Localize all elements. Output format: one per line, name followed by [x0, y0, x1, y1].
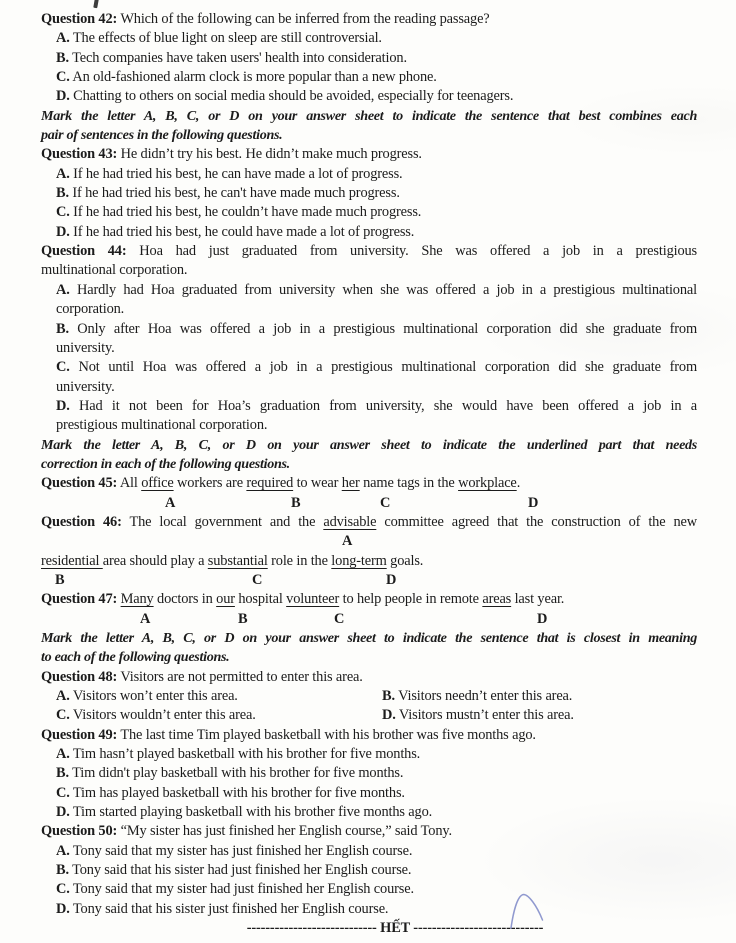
q49-header: [41, 726, 697, 745]
text: The local government and the: [129, 513, 324, 530]
option-letter: C.: [56, 784, 70, 801]
q46-sentence-line2: [41, 552, 697, 571]
q48-header: [41, 668, 697, 687]
text: All: [119, 475, 142, 492]
underline-letter-c: C: [334, 610, 345, 627]
text: hospital: [234, 591, 287, 608]
exam-content: [41, 10, 697, 939]
q48-option-a: [56, 687, 382, 706]
underlined-word: residential: [41, 552, 103, 569]
instruction-combine-line2: [41, 126, 697, 145]
option-letter: A.: [56, 688, 70, 705]
option-text: Only after Hoa was offered a job in a prestigious multinational corporation did she graduate from: [77, 320, 697, 337]
question-label: Question 46:: [41, 513, 122, 530]
instruction-combine-line1: [41, 107, 697, 126]
question-label: Question 47:: [41, 591, 118, 608]
q48-option-b: [382, 687, 697, 706]
instruction-text: correction in each of the following questions.: [41, 455, 290, 472]
q44-option-d-line1: [56, 397, 697, 416]
question-label: Question 42:: [41, 11, 118, 27]
instruction-correction-line1: [41, 436, 697, 455]
q50-option-a: [56, 842, 697, 861]
underline-letter-d: D: [386, 571, 397, 588]
option-text: If he had tried his best, he couldn’t have made much progress.: [73, 204, 422, 221]
option-text: Hardly had Hoa graduated from university when she was offered a job in a prestigious multinational: [76, 281, 697, 298]
instruction-text: Mark the letter A, B, C, or D on your answer sheet to indicate the underlined part that needs: [41, 436, 697, 453]
q44-option-c-line2: [56, 378, 697, 397]
scan-artifact-mark: [93, 0, 99, 8]
option-letter: B.: [56, 320, 69, 337]
q50-option-b: [56, 861, 697, 880]
option-letter: C.: [56, 359, 70, 376]
q43-option-b: [56, 184, 697, 203]
q48-options-row1: [56, 687, 697, 706]
q46-letter-row-bcd: [41, 571, 697, 590]
underlined-word: long-term: [331, 552, 387, 569]
option-letter: A.: [56, 165, 70, 182]
option-text: If he had tried his best, he can't have made much progress.: [72, 185, 400, 202]
underlined-word: required: [246, 475, 294, 492]
option-text: Tony said that my sister had just finished her English course.: [72, 881, 414, 898]
q44-option-c-line1: [56, 358, 697, 377]
instruction-text: Mark the letter A, B, C, or D on your answer sheet to indicate the sentence that is closest in meaning: [41, 630, 697, 646]
end-label: HẾT: [380, 920, 410, 937]
option-text: Visitors won’t enter this area.: [72, 688, 238, 705]
q47-letter-row: [41, 610, 697, 629]
text: workers are: [173, 475, 247, 492]
option-text: Tim hasn’t played basketball with his brother for five months.: [72, 746, 421, 763]
end-of-test-line: [41, 919, 697, 938]
question-text: He didn’t try his best. He didn’t make much progress.: [120, 146, 422, 163]
question-text: Visitors are not permitted to enter this area.: [120, 668, 363, 685]
q44-option-d-line2: [56, 416, 697, 435]
option-letter: B.: [56, 49, 69, 66]
question-label: Question 50:: [41, 823, 118, 840]
underlined-word: her: [341, 475, 360, 492]
underlined-word: our: [216, 591, 235, 608]
underlined-word: substantial: [207, 552, 268, 569]
option-text: Tony said that his sister had just finished her English course.: [72, 862, 412, 879]
q50-header: [41, 822, 697, 841]
q46-sentence-line1: [41, 513, 697, 532]
underlined-word: office: [141, 475, 174, 492]
question-label: Question 44:: [41, 243, 127, 260]
underline-letter-a: A: [165, 494, 176, 511]
option-letter: A.: [56, 30, 70, 47]
q44-header-line1: [41, 242, 697, 261]
option-text: Visitors needn’t enter this area.: [398, 688, 573, 705]
question-text: Hoa had just graduated from university. She was offered a job in a prestigious: [139, 243, 697, 260]
option-letter: C.: [56, 707, 70, 724]
option-letter: A.: [56, 746, 70, 763]
underline-letter-d: D: [528, 494, 539, 511]
underlined-word: workplace: [458, 475, 517, 492]
q48-option-c: [56, 706, 382, 725]
option-text: Tim didn't play basketball with his brother for five months.: [72, 765, 404, 782]
underline-letter-d: D: [537, 610, 548, 627]
q44-option-b-line2: [56, 339, 697, 358]
q50-option-d: [56, 900, 697, 919]
text: to help people in remote: [339, 591, 483, 608]
text: last year.: [511, 591, 565, 608]
q50-option-c: [56, 880, 697, 899]
option-letter: D.: [56, 900, 70, 917]
option-letter: A.: [56, 842, 70, 859]
underline-letter-b: B: [55, 571, 65, 588]
option-text: Visitors mustn’t enter this area.: [398, 707, 574, 724]
option-letter: D.: [56, 88, 70, 105]
q43-option-d: [56, 223, 697, 242]
text: to wear: [293, 475, 342, 492]
question-text: Which of the following can be inferred from the reading passage?: [120, 11, 490, 27]
option-text: Tech companies have taken users' health into consideration.: [72, 49, 407, 66]
underline-letter-c: C: [252, 571, 263, 588]
question-text: The last time Tim played basketball with his brother was five months ago.: [120, 726, 536, 743]
q42-option-a: [56, 29, 697, 48]
q44-option-a-line2: [56, 300, 697, 319]
option-text: Tony said that my sister has just finished her English course.: [72, 842, 413, 859]
q49-option-c: [56, 784, 697, 803]
option-text: Not until Hoa was offered a job in a prestigious multinational corporation did she graduate from: [78, 359, 697, 376]
option-text: Visitors wouldn’t enter this area.: [72, 707, 256, 724]
option-letter: A.: [56, 281, 70, 298]
option-text: university.: [56, 378, 115, 395]
q49-option-a: [56, 745, 697, 764]
option-text: prestigious multinational corporation.: [56, 417, 268, 434]
q43-option-a: [56, 165, 697, 184]
option-text: Chatting to others on social media should be avoided, especially for teenagers.: [73, 88, 514, 105]
option-text: Had it not been for Hoa’s graduation from university, she would have been offered a job in a: [79, 397, 697, 414]
option-letter: B.: [56, 185, 69, 202]
q49-option-d: [56, 803, 697, 822]
option-text: An old-fashioned alarm clock is more popular than a new phone.: [72, 69, 437, 86]
underline-letter-a: A: [140, 610, 151, 627]
q48-options-row2: [56, 706, 697, 725]
text: area should play a: [102, 552, 208, 569]
footer-dashes: ----------------------------: [246, 920, 377, 937]
q42-option-b: [56, 49, 697, 68]
q42-option-d: [56, 87, 697, 106]
text: role in the: [267, 552, 332, 569]
q42-option-c: [56, 68, 697, 87]
question-label: Question 48:: [41, 668, 118, 685]
q45-letter-row: [41, 494, 697, 513]
pen-mark: [496, 886, 556, 934]
text: doctors in: [153, 591, 217, 608]
option-text: corporation.: [56, 301, 125, 318]
option-text: Tim started playing basketball with his brother five months ago.: [72, 804, 433, 821]
option-text: If he had tried his best, he can have made a lot of progress.: [73, 165, 403, 182]
instruction-closest-line1: [41, 629, 697, 648]
option-letter: D.: [56, 397, 70, 414]
instruction-closest-line2: [41, 648, 697, 667]
q44-header-line2: [41, 261, 697, 280]
underline-letter-b: B: [238, 610, 248, 627]
instruction-correction-line2: [41, 455, 697, 474]
q43-header: [41, 145, 697, 164]
instruction-text: pair of sentences in the following questions.: [41, 127, 283, 144]
underline-letter-a: A: [342, 533, 353, 550]
footer-dashes: ----------------------------: [413, 920, 544, 937]
text: goals.: [386, 552, 424, 569]
q47-sentence: [41, 590, 697, 609]
question-text: “My sister has just finished her English course,” said Tony.: [120, 823, 452, 840]
option-text: If he had tried his best, he could have made a lot of progress.: [73, 223, 415, 240]
underlined-word: Many: [120, 591, 154, 608]
question-label: Question 49:: [41, 726, 118, 743]
option-letter: D.: [56, 804, 70, 821]
q43-option-c: [56, 203, 697, 222]
text: name tags in the: [359, 475, 459, 492]
option-letter: C.: [56, 204, 70, 221]
underlined-word: advisable: [323, 513, 377, 530]
q42-header: [41, 10, 697, 29]
option-text: university.: [56, 339, 115, 356]
q46-letter-row-a: [41, 532, 697, 551]
option-text: Tim has played basketball with his brother for five months.: [72, 784, 405, 801]
instruction-text: to each of the following questions.: [41, 649, 230, 666]
q44-option-a-line1: [56, 281, 697, 300]
option-letter: C.: [56, 69, 70, 86]
text: .: [516, 475, 521, 492]
underline-letter-b: B: [291, 494, 301, 511]
option-letter: B.: [56, 765, 69, 782]
option-letter: B.: [56, 862, 69, 879]
underlined-word: volunteer: [286, 591, 340, 608]
q49-option-b: [56, 764, 697, 783]
question-text: multinational corporation.: [41, 262, 188, 279]
pen-stroke: [511, 895, 543, 929]
underline-letter-c: C: [380, 494, 391, 511]
q45-sentence: [41, 474, 697, 493]
option-letter: C.: [56, 881, 70, 898]
underlined-word: areas: [482, 591, 512, 608]
option-letter: D.: [382, 707, 396, 724]
q44-option-b-line1: [56, 320, 697, 339]
question-label: Question 45:: [41, 475, 118, 492]
instruction-text: Mark the letter A, B, C, or D on your answer sheet to indicate the sentence that best combines each: [41, 107, 697, 124]
option-letter: D.: [56, 223, 70, 240]
option-text: Tony said that his sister just finished her English course.: [72, 900, 389, 917]
question-label: Question 43:: [41, 146, 118, 163]
option-text: The effects of blue light on sleep are still controversial.: [72, 30, 382, 47]
q48-option-d: [382, 706, 697, 725]
text: committee agreed that the construction of the new: [376, 513, 697, 530]
option-letter: B.: [382, 688, 395, 705]
